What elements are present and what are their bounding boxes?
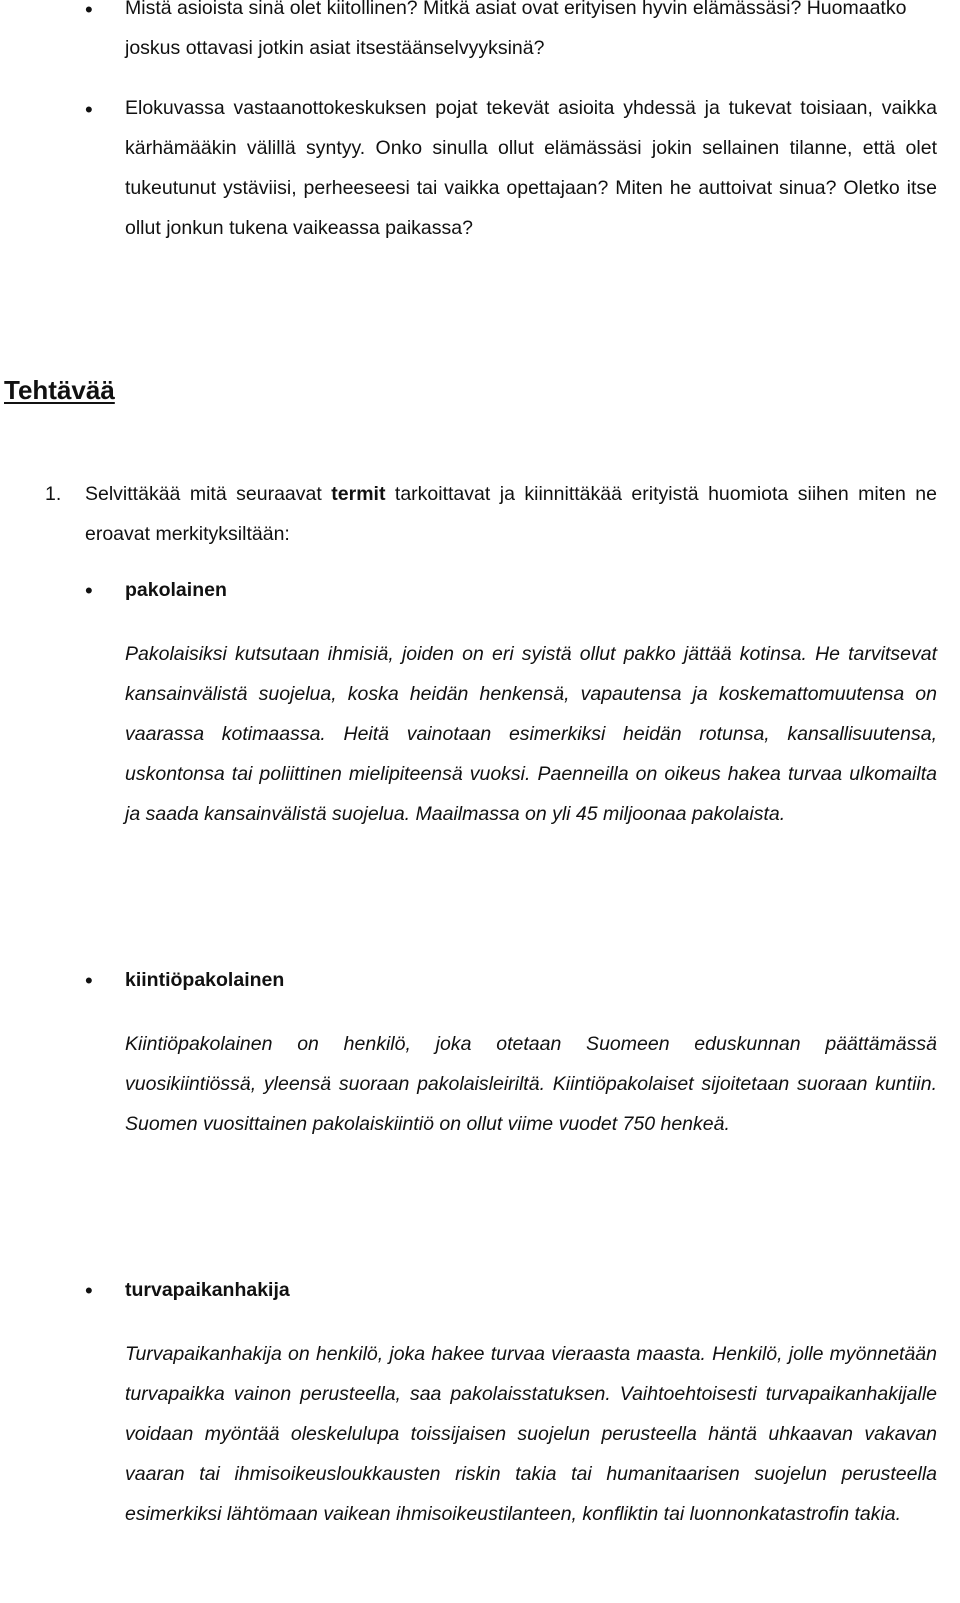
term-turvapaikanhakija: turvapaikanhakija [125,1279,290,1301]
bullet-marker: • [85,97,93,122]
intro-question-1: Mistä asioista sinä olet kiitollinen? Mitkä asiat ovat erityisen hyvin elämässäsi? Huomaatko joskus ottavasi jotkin asiat itsestäänselvyyksinä? [125,0,907,59]
term-pakolainen: pakolainen [125,579,227,601]
definition-turvapaikanhakija: Turvapaikanhakija on henkilö, joka hakee turvaa vieraasta maasta. Henkilö, jolle myönnetään turvapaikka vainon perusteella, saa pakolaisstatuksen. Vaihtoehtoisesti turvapaikanhakijalle voidaan myöntää oleskelulupa toissijaisen suojelun perusteella häntä uhkaavan vakavan vaaran tai ihmisoikeusloukkausten riskin takia tai humanitaarisen suojelun perusteella esimerkiksi lähtömaan vaikean ihmisoikeustilanteen, konfliktin tai luonnonkatastrofin takia. [125,1343,937,1525]
task-text-bold: termit [331,483,386,505]
term-kiintiopakolainen: kiintiöpakolainen [125,969,285,991]
definition-kiintiopakolainen: Kiintiöpakolainen on henkilö, joka otetaan Suomeen eduskunnan päättämässä vuosikiintiössä, yleensä suoraan pakolaisleiriltä. Kiintiöpakolaiset sijoitetaan suoraan kuntiin. Suomen vuosittainen pakolaiskiintiö on ollut viime vuodet 750 henkeä. [125,1033,937,1135]
task-number: 1. [45,483,62,505]
task-instruction [85,474,937,554]
task-text-after: tarkoittavat ja kiinnittäkää erityistä huomiota siihen miten ne eroavat merkityksiltään: [85,483,937,545]
intro-question-2: Elokuvassa vastaanottokeskuksen pojat tekevät asioita yhdessä ja tukevat toisiaan, vaikka kärhämääkin välillä syntyy. Onko sinulla ollut elämässäsi jokin sellainen tilanne, että olet tukeutunut ystäviisi, perheeseesi tai vaikka opettajaan? Miten he auttoivat sinua? Oletko itse ollut jonkun tukena vaikeassa paikassa? [125,97,937,239]
bullet-marker: • [85,1278,93,1303]
definition-pakolainen: Pakolaisiksi kutsutaan ihmisiä, joiden on eri syistä ollut pakko jättää kotinsa. He tarvitsevat kansainvälistä suojelua, koska heidän henkensä, vapautensa ja koskemattomuutensa on vaarassa kotimaassa. Heitä vainotaan esimerkiksi heidän rotunsa, kansallisuutensa, uskontonsa tai poliittinen mielipiteensä vuoksi. Paenneilla on oikeus hakea turvaa ulkomailta ja saada kansainvälistä suojelua. Maailmassa on yli 45 miljoonaa pakolaista. [125,643,937,825]
section-heading: Tehtävää [4,375,115,405]
bullet-marker: • [85,968,93,993]
task-text-before: Selvittäkää mitä seuraavat [85,483,332,505]
bullet-marker: • [85,0,93,22]
bullet-marker: • [85,578,93,603]
